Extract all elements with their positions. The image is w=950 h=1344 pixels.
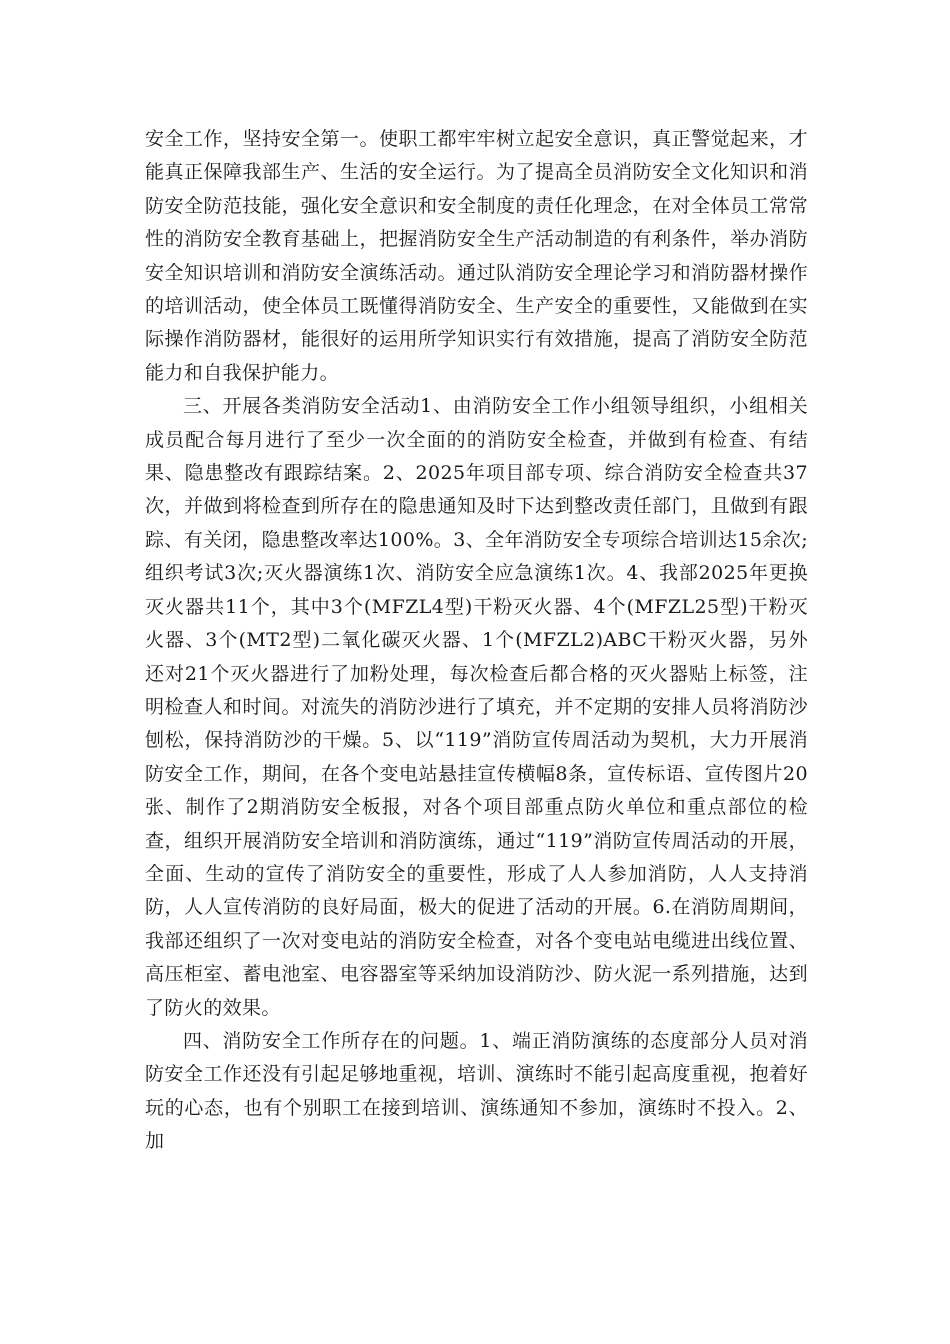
paragraph-section-three: 三、开展各类消防安全活动1、由消防安全工作小组领导组织，小组相关成员配合每月进行了至少一次全面的的消防安全检查，并做到有检查、有结果、隐患整改有跟踪结案。2、2025年项目部专项、综合消防安全检查共37次，并做到将检查到所存在的隐患通知及时下达到整改责任部门，且做到有跟踪、有关闭，隐患整改率达100%。3、全年消防安全专项综合培训达15余次;组织考试3次;灭火器演练1次、消防安全应急演练1次。4、我部2025年更换灭火器共11个，其中3个(MFZL4型)干粉灭火器、4个(MFZL25型)干粉灭火器、3个(MT2型)二氧化碳灭火器、1个(MFZL2)ABC干粉灭火器，另外还对21个灭火器进行了加粉处理，每次检查后都合格的灭火器贴上标签，注明检查人和时间。对流失的消防沙进行了填充，并不定期的安排人员将消防沙刨松，保持消防沙的干燥。5、以“119”消防宣传周活动为契机，大力开展消防安全工作，期间，在各个变电站悬挂宣传横幅8条，宣传标语、宣传图片20张、制作了2期消防安全板报，对各个项目部重点防火单位和重点部位的检查，组织开展消防安全培训和消防演练，通过“119”消防宣传周活动的开展，全面、生动的宣传了消防安全的重要性，形成了人人参加消防，人人支持消防，人人宣传消防的良好局面，极大的促进了活动的开展。6.在消防周期间，我部还组织了一次对变电站的消防安全检查，对各个变电站电缆进出线位置、高压柜室、蓄电池室、电容器室等采纳加设消防沙、防火泥一系列措施，达到了防火的效果。 — [145, 395, 808, 1019]
paragraph-continuation: 安全工作，坚持安全第一。使职工都牢牢树立起安全意识，真正警觉起来，才能真正保障我部生产、生活的安全运行。为了提高全员消防安全文化知识和消防安全防范技能，强化安全意识和安全制度的责任化理念，在对全体员工常常性的消防安全教育基础上，把握消防安全生产活动制造的有利条件，举办消防安全知识培训和消防安全演练活动。通过队消防安全理论学习和消防器材操作的培训活动，使全体员工既懂得消防安全、生产安全的重要性，又能做到在实际操作消防器材，能很好的运用所学知识实行有效措施，提高了消防安全防范能力和自我保护能力。 — [145, 128, 808, 384]
paragraph-section-four: 四、消防安全工作所存在的问题。1、端正消防演练的态度部分人员对消防安全工作还没有引起足够地重视，培训、演练时不能引起高度重视，抱着好玩的心态，也有个别职工在接到培训、演练通知不参加，演练时不投入。2、加 — [145, 1029, 808, 1153]
document-body — [145, 123, 808, 1159]
